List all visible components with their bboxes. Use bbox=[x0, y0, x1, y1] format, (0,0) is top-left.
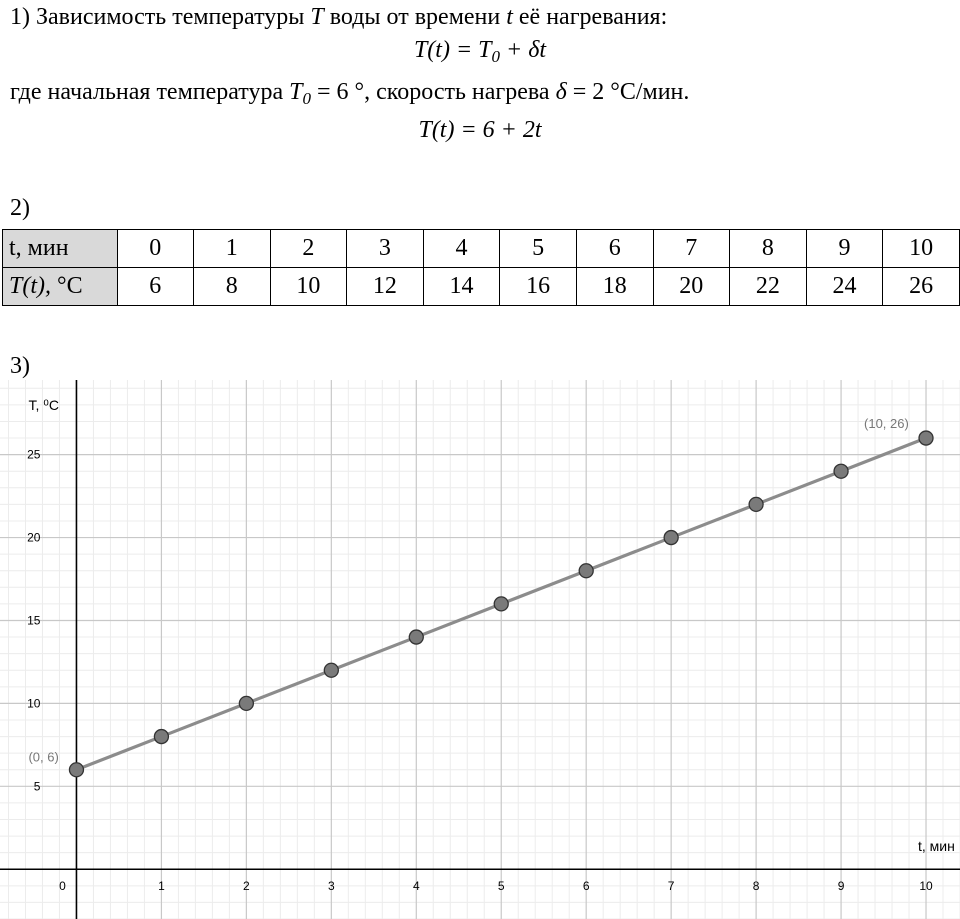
table-row-t bbox=[3, 230, 960, 268]
where-line: где начальная температура $T_0 = 6$ °, скорость нагрева δ = 2 °C/мин. bbox=[10, 79, 690, 108]
table-cell: 6 bbox=[576, 230, 653, 268]
point-annotation: (10, 26) bbox=[864, 416, 909, 432]
x-axis-label: t, мин bbox=[918, 838, 955, 855]
mid-text: воды от времени bbox=[329, 4, 501, 30]
table-row-T bbox=[3, 268, 960, 306]
table-cell: 1 bbox=[194, 230, 271, 268]
data-point bbox=[919, 431, 933, 445]
end-text: её нагревания: bbox=[518, 4, 668, 30]
table-cell: 2 bbox=[270, 230, 347, 268]
table-cell: 18 bbox=[576, 268, 653, 306]
table-cell: 8 bbox=[194, 268, 271, 306]
data-point bbox=[664, 531, 678, 545]
table-cell: 3 bbox=[347, 230, 424, 268]
x-tick-label: 7 bbox=[667, 879, 675, 894]
rate-label: скорость нагрева bbox=[376, 79, 550, 105]
values-table bbox=[2, 229, 960, 306]
data-point bbox=[749, 497, 763, 511]
table-cell: 8 bbox=[730, 230, 807, 268]
t0-value: = 6 °, bbox=[310, 79, 371, 105]
point-annotation: (0, 6) bbox=[28, 749, 59, 765]
table-cell: 26 bbox=[883, 268, 960, 306]
x-tick-label: 4 bbox=[412, 879, 420, 894]
data-point bbox=[494, 597, 508, 611]
x-tick-label: 8 bbox=[752, 879, 760, 894]
y-axis-label: T, ⁰С bbox=[28, 397, 59, 413]
x-tick-label: 10 bbox=[919, 879, 933, 894]
data-point bbox=[409, 630, 423, 644]
data-point bbox=[579, 564, 593, 578]
x-tick-label: 9 bbox=[837, 879, 845, 894]
table-cell: 10 bbox=[883, 230, 960, 268]
section2-label: 2) bbox=[10, 195, 30, 221]
table-cell: 10 bbox=[270, 268, 347, 306]
x-tick-label: 3 bbox=[327, 879, 335, 894]
table-cell: 16 bbox=[500, 268, 577, 306]
data-point bbox=[239, 696, 253, 710]
section1-label: 1) bbox=[10, 4, 30, 30]
formula-general: $T(t) = T_0 + \delta t$ bbox=[413, 37, 547, 66]
var-t: t bbox=[506, 4, 513, 30]
y-tick-label: 15 bbox=[27, 613, 41, 628]
table-cell: 12 bbox=[347, 268, 424, 306]
var-T: T bbox=[310, 4, 324, 30]
y-tick-label: 20 bbox=[27, 530, 41, 545]
x-tick-label: 5 bbox=[497, 879, 505, 894]
x-tick-label: 2 bbox=[243, 879, 250, 894]
where-prefix: где начальная температура bbox=[10, 79, 284, 105]
section3-label: 3) bbox=[10, 353, 30, 379]
table-cell: 0 bbox=[117, 230, 194, 268]
x-tick-label: 6 bbox=[582, 879, 590, 894]
data-point bbox=[69, 763, 83, 777]
formula-specific: T(t) = 6 + 2t bbox=[418, 117, 542, 143]
x-tick-label: 0 bbox=[59, 879, 66, 894]
x-tick-label: 1 bbox=[158, 879, 165, 894]
data-point bbox=[324, 663, 338, 677]
y-tick-label: 10 bbox=[27, 696, 41, 711]
intro-text: Зависимость температуры bbox=[36, 4, 305, 30]
table-cell: 6 bbox=[117, 268, 194, 306]
table-cell: 14 bbox=[423, 268, 500, 306]
table-header-t: t, мин bbox=[3, 230, 118, 268]
table-cell: 9 bbox=[806, 230, 883, 268]
table-cell: 24 bbox=[806, 268, 883, 306]
table-cell: 20 bbox=[653, 268, 730, 306]
data-point bbox=[834, 464, 848, 478]
table-cell: 5 bbox=[500, 230, 577, 268]
section1-line1 bbox=[10, 3, 667, 31]
y-tick-label: 25 bbox=[27, 447, 41, 462]
data-point bbox=[154, 730, 168, 744]
rate-value: = 2 °C/мин. bbox=[566, 79, 690, 105]
table-cell: 4 bbox=[423, 230, 500, 268]
table-header-T: T(t), °C bbox=[3, 268, 118, 306]
table-cell: 7 bbox=[653, 230, 730, 268]
y-tick-label: 5 bbox=[33, 779, 41, 794]
table-cell: 22 bbox=[730, 268, 807, 306]
delta-symbol: δ bbox=[555, 79, 567, 105]
temperature-chart bbox=[0, 380, 960, 919]
